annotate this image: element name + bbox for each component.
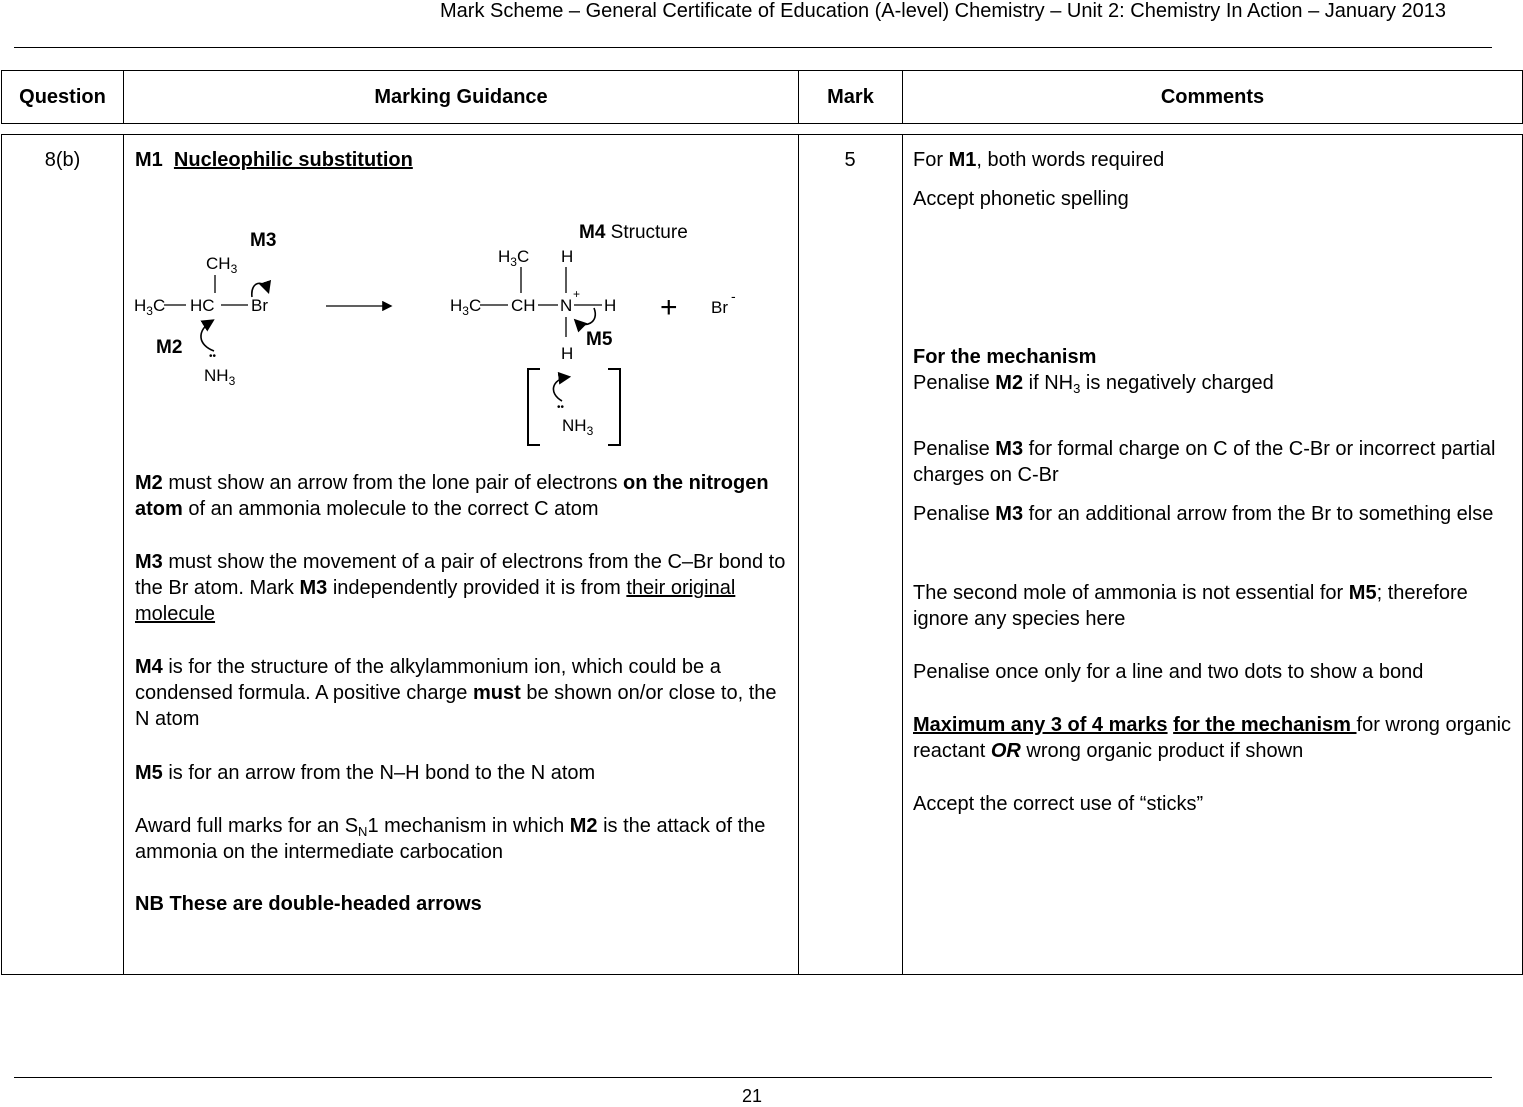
question-number: 8(b) — [44, 149, 81, 171]
mechanism-diagram — [124, 205, 794, 455]
lone-pair-2: •• — [557, 402, 565, 413]
m5-note: M5 is for an arrow from the N–H bond to the N atom — [135, 762, 596, 784]
m5-label: M5 — [586, 329, 613, 350]
mark-value: 5 — [844, 149, 856, 171]
h-top: H — [561, 247, 574, 266]
m3-note: M3 must show the movement of a pair of electrons from the C–Br bond to the Br atom. Mark M3 independently provided it is from their original molecule — [135, 551, 786, 625]
m1-answer: Nucleophilic substitution — [173, 149, 413, 171]
m4-note: M4 is for the structure of the alkylammonium ion, which could be a condensed formula. A positive charge must be shown on/or close to, the N atom — [135, 656, 777, 730]
comment-mech-heading: For the mechanism — [913, 346, 1097, 368]
m4-label: M4 Structure — [579, 222, 688, 243]
m2-label: M2 — [156, 337, 183, 358]
table-header — [1, 70, 1523, 124]
h-bottom: H — [561, 344, 574, 363]
page-number: 21 — [742, 1086, 763, 1106]
nh3-reactant: $NH_3$ — [204, 366, 236, 388]
plus-sign: + — [660, 291, 678, 324]
header-rule — [14, 47, 1492, 48]
question-cell — [2, 135, 124, 975]
ch3-top: $CH_3$ — [206, 254, 238, 276]
col-header-mark: Mark — [799, 71, 903, 124]
comment-sticks: Accept the correct use of “sticks” — [913, 793, 1204, 815]
second-ammonia-arrow — [553, 377, 568, 401]
nb-note: NB These are double-headed arrows — [135, 893, 482, 915]
comments-cell — [903, 135, 1523, 975]
ch-product: CH — [511, 296, 536, 315]
comment-line-dots: Penalise once only for a line and two dots to show a bond — [913, 661, 1424, 683]
guidance-cell — [124, 135, 799, 975]
h3c-branch: $H_3C$ — [498, 247, 530, 269]
h3c-product: $H_3C$ — [450, 296, 482, 318]
bromide-ion: Br — [711, 298, 728, 317]
comment-m3-charge: Penalise M3 for formal charge on C of the C-Br or incorrect partial charges on C-Br — [913, 438, 1496, 486]
table-row — [2, 135, 1523, 975]
m1-line: M1 Nucleophilic substitution — [135, 149, 413, 171]
n-atom: N — [560, 296, 573, 315]
comment-max-marks: Maximum any 3 of 4 marks for the mechanism for wrong organic reactant OR wrong organic product if shown — [913, 714, 1512, 762]
mark-cell — [799, 135, 903, 975]
table-body — [1, 134, 1523, 975]
m2-note: M2 must show an arrow from the lone pair of electrons on the nitrogen atom of an ammonia molecule to the correct C atom — [135, 472, 769, 520]
m3-label: M3 — [250, 230, 277, 251]
col-header-question: Question — [2, 71, 124, 124]
h3c-left: $H_3C$ — [134, 296, 166, 318]
bromide-charge: - — [731, 288, 736, 304]
footer-rule — [14, 1077, 1492, 1078]
comment-m3-arrow: Penalise M3 for an additional arrow from the Br to something else — [913, 503, 1494, 525]
page-header-title: Mark Scheme – General Certificate of Education (A-level) Chemistry – Unit 2: Chemistry In Action – January 2013 — [440, 0, 1446, 22]
comment-m1: For M1, both words required — [913, 149, 1165, 171]
comment-second-mole: The second mole of ammonia is not essential for M5; therefore ignore any species here — [913, 582, 1468, 630]
n-charge: + — [573, 287, 581, 301]
m3-arrow — [252, 283, 268, 297]
comment-m2-penalty: Penalise M2 if $NH_3$ is negatively charged — [913, 372, 1274, 396]
hc-center: HC — [190, 296, 215, 315]
nh3-second: $NH_3$ — [562, 416, 594, 438]
sn1-note: Award full marks for an $S_N1$ mechanism in which M2 is the attack of the ammonia on the intermediate carbocation — [135, 815, 766, 863]
col-header-guidance: Marking Guidance — [124, 71, 799, 124]
h-right: H — [604, 296, 617, 315]
m5-arrow — [576, 308, 595, 325]
lone-pair-1: •• — [209, 351, 217, 362]
comment-phonetic: Accept phonetic spelling — [913, 188, 1129, 210]
col-header-comments: Comments — [903, 71, 1523, 124]
m2-arrow — [201, 321, 214, 351]
br-atom: Br — [251, 296, 268, 315]
